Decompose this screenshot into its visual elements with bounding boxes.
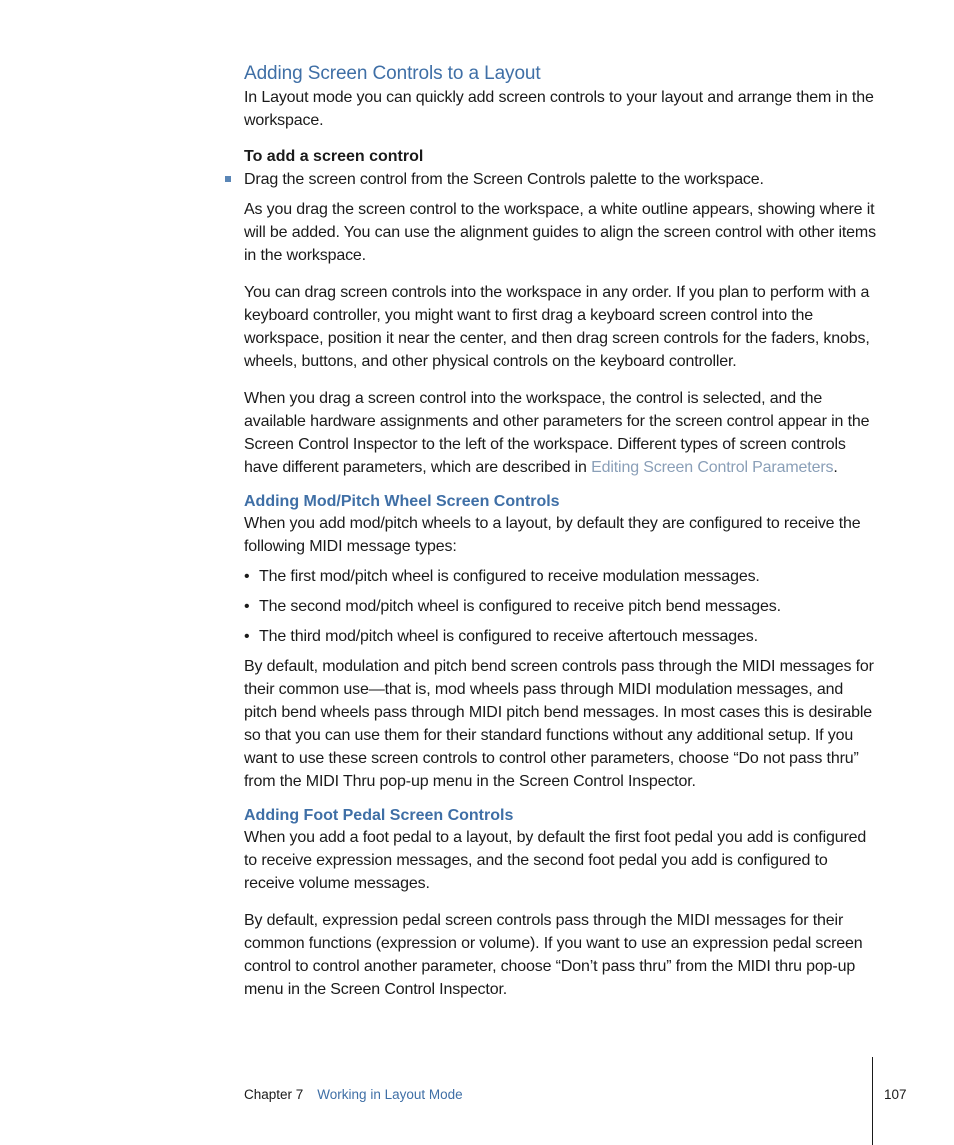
list-item [244, 595, 876, 618]
mod-pitch-body: By default, modulation and pitch bend screen controls pass through the MIDI messages for their common use—that is, mod wheels pass through MIDI modulation messages, and pitch bend wheels pass through MIDI pitch bend messages. In most cases this is desirable so that you can use them for their standard functions without any additional setup. If you want to use these screen controls to control other parameters, choose “Do not pass thru” from the MIDI Thru pop-up menu in the Screen Control Inspector. [244, 658, 874, 790]
step-marker-icon [225, 176, 231, 182]
section-intro: In Layout mode you can quickly add screen controls to your layout and arrange them in the workspace. [244, 89, 874, 129]
task-step-text: Drag the screen control from the Screen Controls palette to the workspace. [244, 171, 764, 188]
list-item-text: The second mod/pitch wheel is configured to receive pitch bend messages. [259, 598, 781, 615]
paragraph-selection-text: When you drag a screen control into the workspace, the control is selected, and the available hardware assignments and other parameters for the screen control appear in the Screen Control Inspector to the left of the workspace. Different types of screen controls have different parameters, which are described in [244, 390, 870, 476]
list-item [244, 625, 876, 648]
bullet-icon: • [244, 568, 250, 585]
mod-pitch-title: Adding Mod/Pitch Wheel Screen Controls [244, 493, 560, 510]
footer-divider [872, 1057, 873, 1145]
task-step [244, 168, 876, 191]
footer-chapter: Chapter 7 [244, 1087, 304, 1102]
editing-parameters-link[interactable]: Editing Screen Control Parameters [591, 459, 834, 476]
task-title: To add a screen control [244, 148, 424, 165]
paragraph-selection-end: . [833, 459, 838, 476]
mod-pitch-list [244, 565, 876, 648]
page-number: 107 [884, 1087, 907, 1102]
section-title: Adding Screen Controls to a Layout [244, 63, 541, 84]
bullet-icon: • [244, 628, 250, 645]
mod-pitch-intro: When you add mod/pitch wheels to a layout, by default they are configured to receive the following MIDI message types: [244, 515, 861, 555]
paragraph-outline: As you drag the screen control to the workspace, a white outline appears, showing where it will be added. You can use the alignment guides to align the screen control with other items in the workspace. [244, 201, 876, 264]
foot-pedal-paragraph-1: When you add a foot pedal to a layout, by default the first foot pedal you add is configured to receive expression messages, and the second foot pedal you add is configured to receive volume messages. [244, 829, 867, 892]
foot-pedal-title: Adding Foot Pedal Screen Controls [244, 807, 514, 824]
footer-chapter-title[interactable]: Working in Layout Mode [317, 1087, 463, 1102]
list-item-text: The third mod/pitch wheel is configured to receive aftertouch messages. [259, 628, 758, 645]
page-content [244, 62, 876, 1001]
paragraph-order: You can drag screen controls into the workspace in any order. If you plan to perform with a keyboard controller, you might want to first drag a keyboard screen control into the workspace, position it near the center, and then drag screen controls for the faders, knobs, wheels, buttons, and other physical controls on the keyboard controller. [244, 284, 870, 370]
paragraph-selection [244, 387, 876, 479]
page-footer [244, 1085, 463, 1105]
bullet-icon: • [244, 598, 250, 615]
list-item [244, 565, 876, 588]
foot-pedal-paragraph-2: By default, expression pedal screen controls pass through the MIDI messages for their common functions (expression or volume). If you want to use an expression pedal screen control to control another parameter, choose “Don’t pass thru” from the MIDI thru pop-up menu in the Screen Control Inspector. [244, 912, 863, 998]
list-item-text: The first mod/pitch wheel is configured to receive modulation messages. [259, 568, 760, 585]
